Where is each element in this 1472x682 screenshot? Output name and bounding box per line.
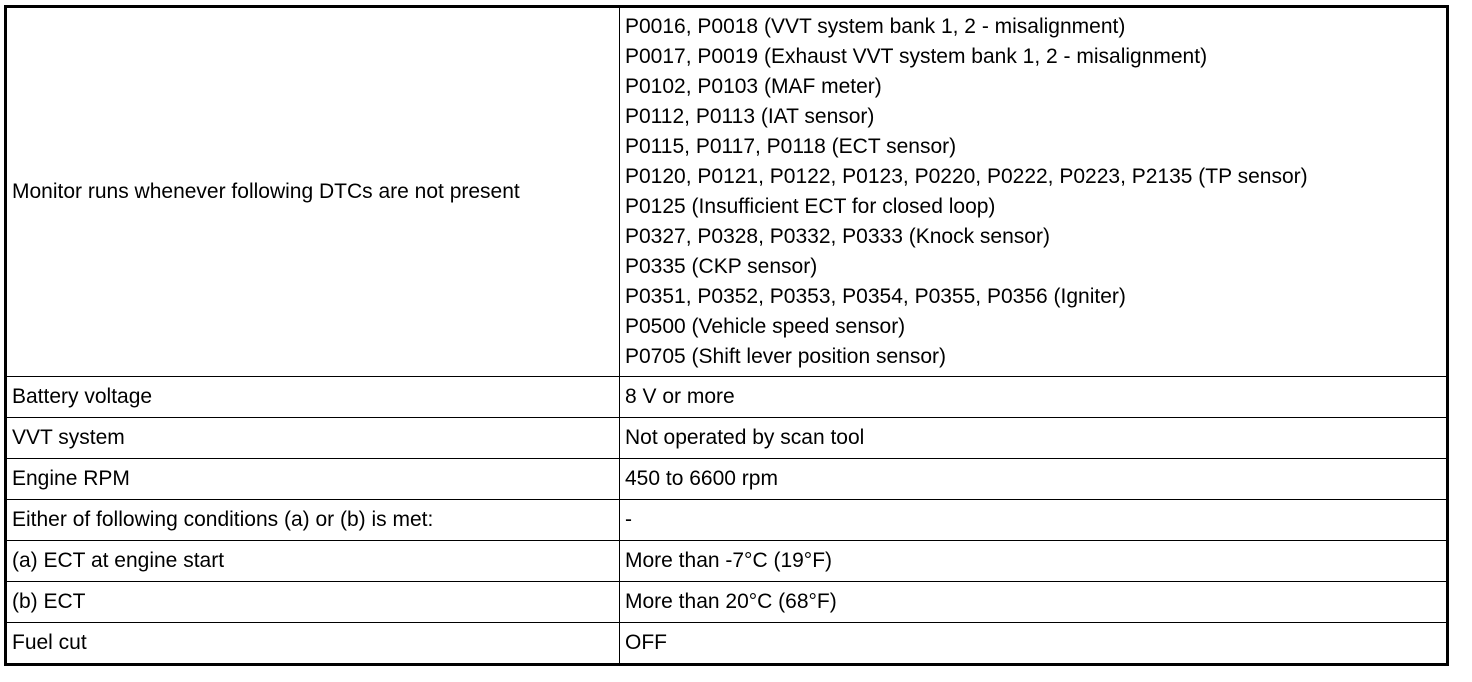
- condition-label: Either of following conditions (a) or (b) is met:: [6, 500, 620, 541]
- condition-value: OFF: [620, 623, 1448, 665]
- condition-label: Engine RPM: [6, 459, 620, 500]
- table-row-engine-rpm: [6, 459, 1448, 500]
- condition-label: (a) ECT at engine start: [6, 541, 620, 582]
- table-row-fuel-cut: [6, 623, 1448, 665]
- condition-value: 8 V or more: [620, 377, 1448, 418]
- table-row-battery-voltage: [6, 377, 1448, 418]
- table-row-either-condition: [6, 500, 1448, 541]
- dtc-line: P0102, P0103 (MAF meter): [625, 75, 882, 98]
- condition-label: Fuel cut: [6, 623, 620, 665]
- dtc-line: P0120, P0121, P0122, P0123, P0220, P0222, P0223, P2135 (TP sensor): [625, 165, 1308, 188]
- condition-value: Not operated by scan tool: [620, 418, 1448, 459]
- table-row-ect: [6, 582, 1448, 623]
- condition-label: VVT system: [6, 418, 620, 459]
- condition-label: Battery voltage: [6, 377, 620, 418]
- condition-value: -: [620, 500, 1448, 541]
- dtc-line: P0112, P0113 (IAT sensor): [625, 105, 875, 128]
- dtc-line: P0016, P0018 (VVT system bank 1, 2 - misalignment): [625, 15, 1126, 38]
- dtc-line: P0351, P0352, P0353, P0354, P0355, P0356 (Igniter): [625, 285, 1126, 308]
- dtc-line: P0705 (Shift lever position sensor): [625, 345, 946, 368]
- condition-value: More than 20°C (68°F): [620, 582, 1448, 623]
- dtc-line: P0500 (Vehicle speed sensor): [625, 315, 906, 338]
- dtc-line: P0115, P0117, P0118 (ECT sensor): [625, 135, 957, 158]
- condition-value: More than -7°C (19°F): [620, 541, 1448, 582]
- table-row-dtc-list: [6, 7, 1448, 377]
- condition-label: Monitor runs whenever following DTCs are not present: [6, 7, 620, 377]
- condition-value: 450 to 6600 rpm: [620, 459, 1448, 500]
- condition-label: (b) ECT: [6, 582, 620, 623]
- dtc-line: P0327, P0328, P0332, P0333 (Knock sensor): [625, 225, 1050, 248]
- dtc-line: P0125 (Insufficient ECT for closed loop): [625, 195, 996, 218]
- table-row-ect-engine-start: [6, 541, 1448, 582]
- dtc-list-cell: [620, 7, 1448, 377]
- table-row-vvt-system: [6, 418, 1448, 459]
- conditions-table: [4, 5, 1449, 666]
- dtc-line: P0335 (CKP sensor): [625, 255, 818, 278]
- dtc-line: P0017, P0019 (Exhaust VVT system bank 1, 2 - misalignment): [625, 45, 1208, 68]
